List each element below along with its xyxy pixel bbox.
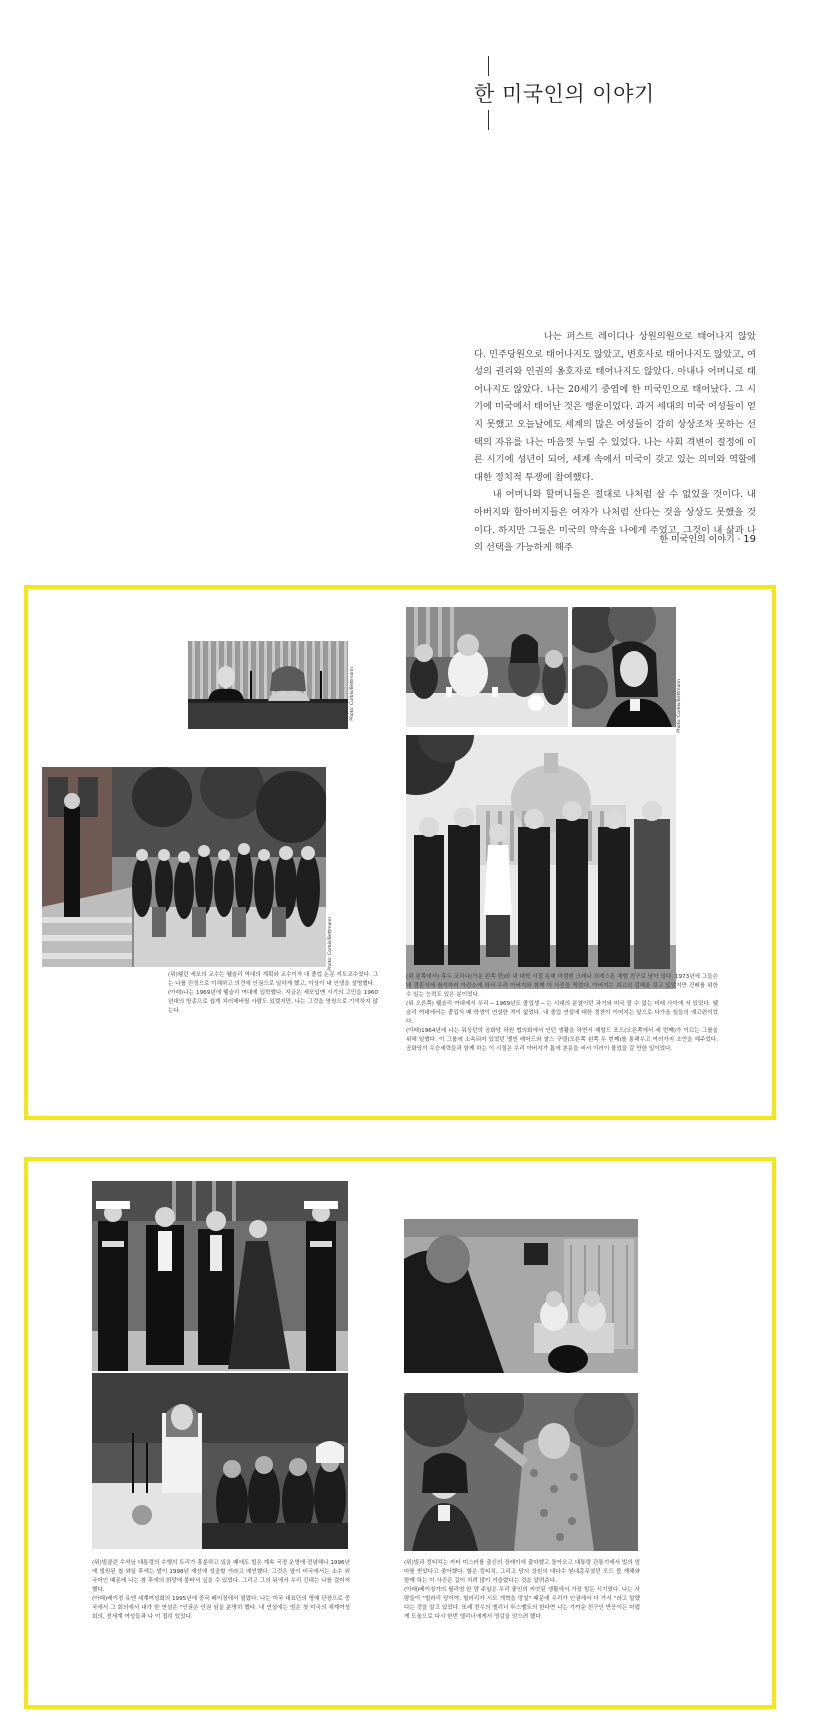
photo-eleanor-statue: [404, 1393, 638, 1551]
photo-spread-2: [24, 1157, 776, 1709]
photo-state-dinner: [92, 1181, 348, 1371]
photo-credit-panel: Photo: Corbis/Bettmann: [350, 667, 355, 721]
capitol-photo-image: [406, 735, 676, 989]
photo-campus-speech: [42, 767, 326, 967]
body-paragraph: 나는 퍼스트 레이디나 상원의원으로 태어나지 않았다. 민주당원으로 태어나지도 않았고, 변호사로 태어나지도 않았고, 여성의 권리와 인권의 옹호자로 태어나지도 않았다. 아내나 어머니로 태어나지도 않았다. 나는 20세기 중엽에 한 미국인으로 태어났다. 그 시기에 미국에서 태어난 것은 행운이었다. 과거 세대의 미국 여성들이 얻지 못했고 오늘날에도 세계의 많은 여성들이 감히 상상조차 못하는 선택의 자유를 나는 마음껏 누릴 수 있었다. 나는 사회 격변이 절정에 이른 시기에 성년이 되어, 세계 속에서 미국이 갖고 있는 의미와 역할에 대한 정치적 투쟁에 참여했다.: [474, 331, 756, 483]
title-rule-bottom: [488, 110, 489, 130]
caption-paragraph: (아래)베이징 유엔 세계여성회의 1995년에 중국 베이징에서 열렸다. 나는 미국 대표단의 명예 단장으로 중국에서 그 회의에서 내가 한 연설은 "인권은 인권 임을 분명히 했다. 내 연설에는 엄은 첫 미국의 세계여성회의, 전세계 여성들과 나 이 접히 있었다.: [92, 1596, 350, 1620]
caption-paragraph: (아래)1964년에 나는 워싱턴의 공화당 하원 협의회에서 인턴 생활을 하면서 제럴드 포드(오른쪽에서 세 번째)가 이끄는 그룹을 위해 일했다. 이 그룹에 소속되어 있었던 멜빈 레어드와 찰스 구델(오른쪽 왼쪽 두 번째)를 통해우고 여러가지 조언을 해주었다. 공화당이 우승세력들과 함께 하는 이 시절은 우리 아버지가 톰에 본문을 써서 이러이 볼었을 갈 만한 일이었다.: [406, 1028, 718, 1052]
caption-right-spread-1: [406, 973, 718, 1054]
caption-paragraph: (위)빌클린 수석님 대통령의 수행의 트리가 흥분하고 있을 때에도 빌은 계속 국정 운영에 전념해나 1996년에 빌원된 첩 외일 후에는 발이 1998년 재선에 성공할 거라고 예언했다. 그것은 말이 미국에서는 소수 외국어인 때문에 나는 참 후에의 희망에 불타서 싶을 수 있었다. 그리고 그의 뒤에서 우리 긴대는 나를 걸어저 했다.: [92, 1560, 350, 1593]
body-text: [474, 328, 756, 557]
caption-left-spread-1: [168, 971, 378, 1016]
body-paragraph: 내 어머니와 할머니들은 절대로 나처럼 살 수 없었을 것이다. 내 아버지와 할아버지들은 여자가 나처럼 산다는 것을 상상도 못했을 것이다. 하지만 그들은 미국의 약속을 나에게 주었고, 그것이 내 삶과 나의 선택을 가능하게 해주: [474, 489, 756, 554]
office-photo-image: [404, 1219, 638, 1373]
photo-beijing-conference: [92, 1373, 348, 1549]
photo-oval-office-meeting: [404, 1219, 638, 1373]
page-number: 19: [743, 534, 756, 545]
chapter-title: 한 미국인의 이야기: [474, 82, 655, 106]
caption-paragraph: (아래)나는 1969년에 웰슬리 여대에 입학했다. 지금은 세포입맨 시기의 고민을 1960년대의 방종으로 쉽게 치러해버릴 사람도 있겠지만, 나는 그것을 영원으로 기억하지 않는다.: [168, 990, 378, 1014]
photo-panel-discussion: [188, 641, 348, 729]
caption-paragraph: (위)웰린 세포의 교수는 웰슬리 역대의 계획와 교수이자 내 졸업 논문 지도교수였다. 그는 나를 진정으로 이해하고 의견에 인권으로 일하게 했고, 이상이 내 인생을 설명했다.: [168, 972, 378, 987]
caption-paragraph: (아래)베이징가의 윌리엄 한 맘 주일은 우리 좋인의 씨앗된 생활에서 가장 힘든 시기였다. 나는 사람들이 "힐러리 당이야, 힐러리가 시모 개혁을 망칠" 때문에 우리가 인권에서 더 가서 "라고 말했다는 것을 알고 있었다. 또래 전우의 엘리너 루스벨트의 한다면 나는 가까운 친구인 반응이든 어렵게 도움으로 다시 한번 엘리너에게서 영감을 얻으려 했다.: [404, 1587, 640, 1620]
folio-title: 한 미국인의 이야기 ·: [659, 535, 741, 545]
eleanor-photo-image: [404, 1393, 638, 1551]
photo-credit-portrait: Photo: Corbis/Bettmann: [677, 679, 682, 733]
caption-paragraph: (위)빌과 킹티치는 카터 미스러를 출신의 장래이에 출마했고 돌아오고 대통령 관통기에서 빌의 엄마를 받았다고 좋아했다. 할은 킹티치, 그리고 당시 상원의 대다수 원내총무였던 모드 몹 재해와 함께 하는 이 사진은 길이 지려 많이 거슬렸다는 것을 알려준다.: [404, 1560, 640, 1584]
caption-right-spread-2: [404, 1559, 640, 1622]
caption-paragraph: (위 오른쪽) 웰슬리 여대에서 우리 ─ 1969년도 졸업생 ─ 는 시대의 분열이던 과거와 미국 잘 수 없는 미래 사이에 서 있었다. 웰슬리 여대에서는 졸업식 때 학생이 연설한 적이 없었다. 내 졸업 연설에 대한 칭찬이 이어지는 앞으로 다가올 일들의 예고편이었다.: [406, 1001, 718, 1025]
speech-photo-image: [42, 767, 326, 967]
photo-capitol-intern: [406, 735, 676, 989]
photo-spread-1: [24, 585, 776, 1120]
dinner-photo-image: [406, 607, 568, 727]
chapter-title-block: [474, 56, 774, 132]
photo-graduation-speech: [572, 607, 676, 727]
running-footer: [600, 532, 756, 545]
panel-photo-image: [188, 641, 348, 729]
photo-family-dinner: [406, 607, 568, 727]
state-dinner-photo-image: [92, 1181, 348, 1371]
beijing-photo-image: [92, 1373, 348, 1549]
caption-paragraph: (위 왼쪽에서) 휴두 코리나(가운 왼쪽 편)와 내 대학 시절 동해 미캠텐 크레나 브레스톤 채렐 친구로 남아 있다. 1973년에 그들은 내 결혼식에 참석하러 아칸소에 와서 우리 아버지와 함께 이 사진을 찍었다. 아버지는 최고의 걸혜울 갖고 있었지만 건배를 위한 수 있는 능력도 있은 분이었다.: [406, 974, 718, 998]
photo-credit-speech: Photo: Corbis/Bettmann: [328, 917, 333, 971]
portrait-photo-image: [572, 607, 676, 727]
caption-left-spread-2: [92, 1559, 350, 1622]
title-rule-top: [488, 56, 489, 76]
